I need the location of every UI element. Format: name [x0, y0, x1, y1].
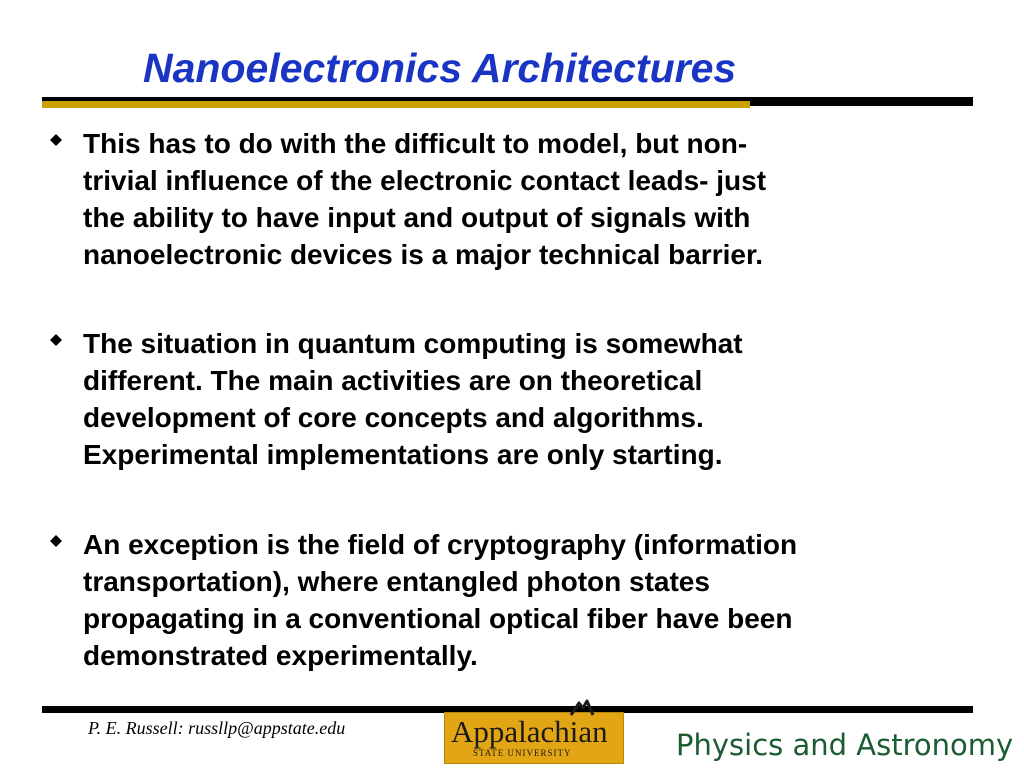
diamond-bullet-icon: [50, 134, 62, 146]
diamond-bullet-icon: [50, 334, 62, 346]
department-name: Physics and Astronomy: [676, 728, 1014, 762]
bullet-text: An exception is the field of cryptography (information transportation), where entangled photon states propagating in a conventional optical fiber have been demonstrated experimentally.: [83, 529, 798, 671]
bullet-text: This has to do with the difficult to model, but non- trivial influence of the electronic contact leads- just the ability to have input and output of signals with nanoelectronic devices is a major technical barrier.: [83, 128, 767, 270]
logo-name: Appalachian: [451, 714, 608, 749]
logo-subtitle: STATE UNIVERSITY: [473, 748, 572, 758]
bullet-text: The situation in quantum computing is somewhat different. The main activities are on theoretical development of core concepts and algorithms. Experimental implementations are only starting.: [83, 328, 743, 470]
slide-title: Nanoelectronics Architectures: [143, 45, 737, 91]
footer-author: P. E. Russell: russllp@appstate.edu: [88, 718, 346, 738]
university-logo: [444, 712, 624, 764]
title-divider-gold: [42, 101, 750, 108]
diamond-bullet-icon: [50, 535, 62, 547]
